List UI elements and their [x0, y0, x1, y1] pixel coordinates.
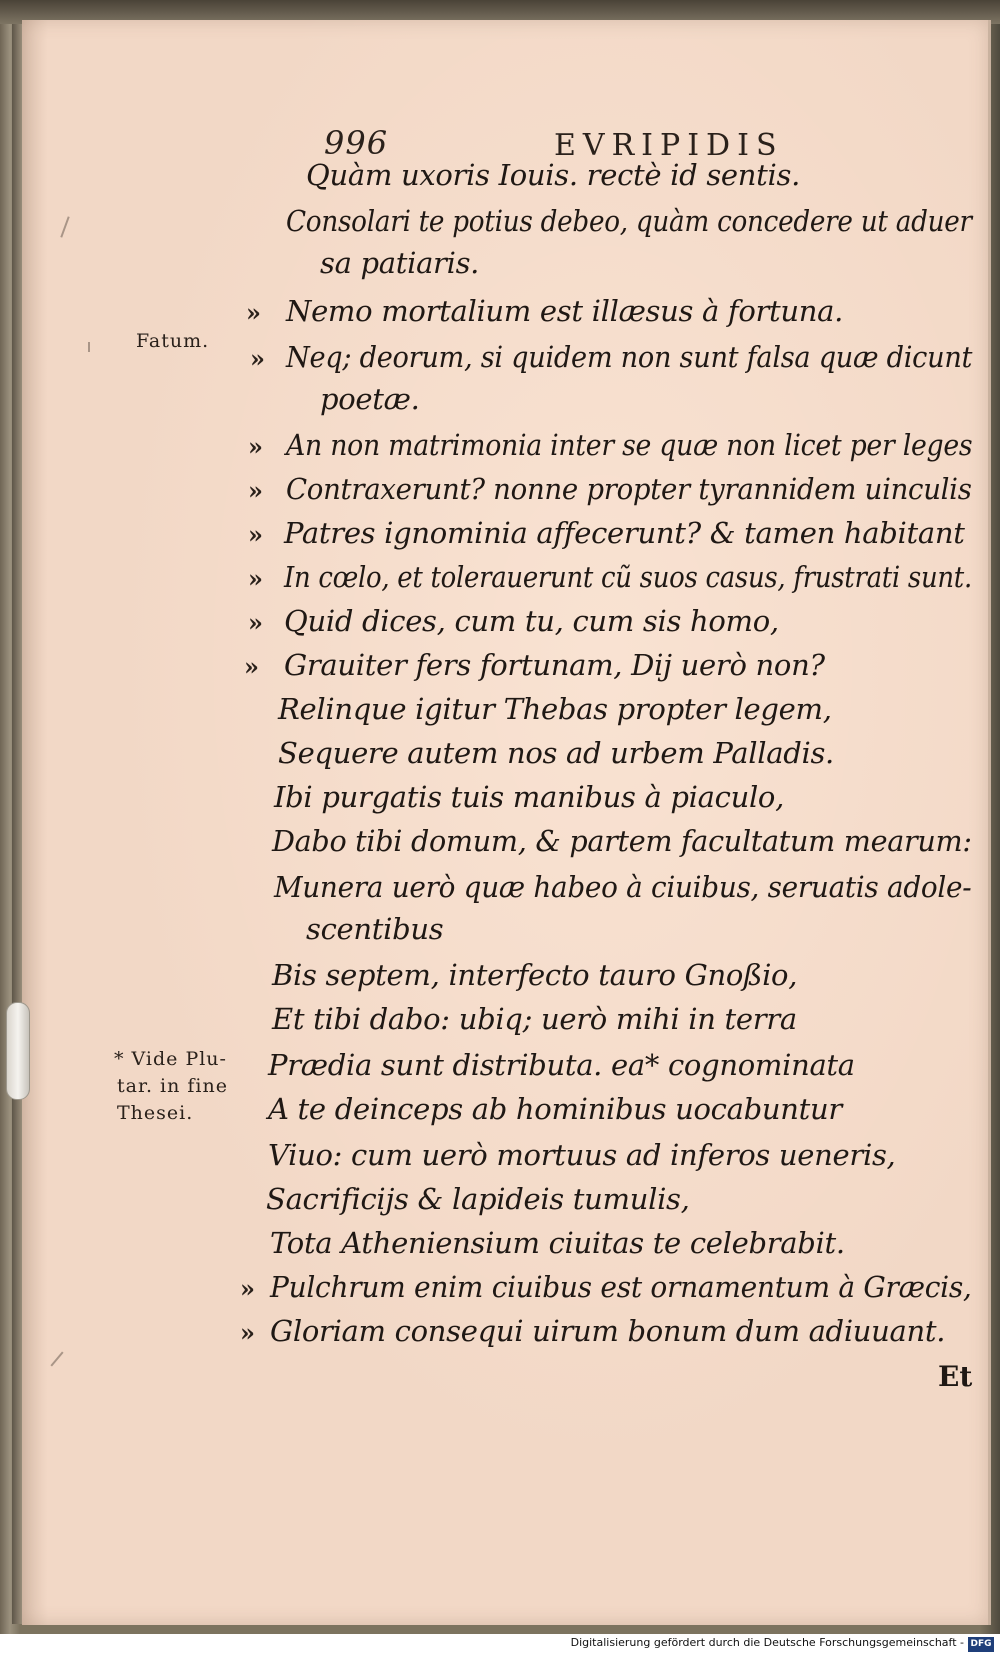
footer-credit: Digitalisierung gefördert durch die Deutsche Forschungsgemeinschaft - — [570, 1636, 964, 1649]
text-line: Quàm uxoris Iouis. rectè id sentis. — [306, 158, 800, 192]
text-line: Patres ignominia affecerunt? & tamen habitant — [284, 516, 965, 550]
text-line: Quid dices, cum tu, cum sis homo, — [284, 604, 779, 638]
text-line: A te deinceps ab hominibus uocabuntur — [268, 1092, 842, 1126]
text-line: Sequere autem nos ad urbem Palladis. — [278, 736, 834, 770]
text-line: In cœlo, et tolerauerunt cũ suos casus, frustrati sunt. — [284, 560, 972, 594]
stain-mark — [88, 342, 90, 352]
catchword: Et — [938, 1360, 973, 1393]
page-number: 996 — [324, 124, 389, 162]
text-line: sa patiaris. — [320, 246, 480, 280]
text-line: Nemo mortalium est illæsus à fortuna. — [286, 294, 844, 328]
text-line: Dabo tibi domum, & partem facultatum mearum: — [272, 824, 972, 858]
book-page — [22, 20, 991, 1625]
text-line: Bis septem, interfecto tauro Gnoßio, — [272, 958, 798, 992]
quote-mark: » — [250, 344, 265, 373]
text-line: Consolari te potius debeo, quàm concedere ut aduer — [286, 204, 972, 238]
dfg-logo: DFG — [968, 1637, 994, 1652]
text-line: Viuo: cum uerò mortuus ad inferos ueneris, — [268, 1138, 896, 1172]
quote-mark: » — [248, 476, 263, 505]
text-line: Pulchrum enim ciuibus est ornamentum à Græcis, — [270, 1270, 972, 1304]
stain-mark — [50, 1351, 63, 1366]
quote-mark: » — [248, 520, 263, 549]
text-line: Gloriam consequi uirum bonum dum adiuuant. — [270, 1314, 946, 1348]
quote-mark: » — [248, 432, 263, 461]
text-line: Et tibi dabo: ubiq; uerò mihi in terra — [272, 1002, 797, 1036]
quote-mark: » — [240, 1274, 255, 1303]
text-line: Tota Atheniensium ciuitas te celebrabit. — [270, 1226, 845, 1260]
text-line: Grauiter fers fortunam, Dij uerò non? — [284, 648, 825, 682]
quote-mark: » — [248, 608, 263, 637]
page-clip — [6, 1002, 30, 1100]
text-line: Relinque igitur Thebas propter legem, — [278, 692, 832, 726]
text-line: scentibus — [306, 912, 444, 946]
text-line: Ibi purgatis tuis manibus à piaculo, — [274, 780, 784, 814]
side-note-vide-line2: tar. in fine — [117, 1075, 228, 1097]
side-note-vide-line3: Thesei. — [117, 1102, 194, 1124]
text-line: Contraxerunt? nonne propter tyrannidem uinculis — [286, 472, 972, 506]
text-line: An non matrimonia inter se quæ non licet per leges — [286, 428, 973, 462]
quote-mark: » — [248, 564, 263, 593]
text-line: Munera uerò quæ habeo à ciuibus, seruatis adole- — [274, 870, 972, 904]
stain-mark — [60, 216, 69, 237]
quote-mark: » — [240, 1318, 255, 1347]
text-line: poetæ. — [320, 382, 420, 416]
quote-mark: » — [244, 652, 259, 681]
text-line: Sacrificijs & lapideis tumulis, — [266, 1182, 690, 1216]
text-line: Prædia sunt distributa. ea* cognominata — [268, 1048, 855, 1082]
side-note-vide-line1: * Vide Plu- — [114, 1048, 227, 1070]
side-note-fatum: Fatum. — [136, 330, 210, 352]
quote-mark: » — [246, 298, 261, 327]
running-title: EVRIPIDIS — [554, 128, 784, 163]
text-line: Neq; deorum, si quidem non sunt falsa quæ dicunt — [286, 340, 973, 374]
